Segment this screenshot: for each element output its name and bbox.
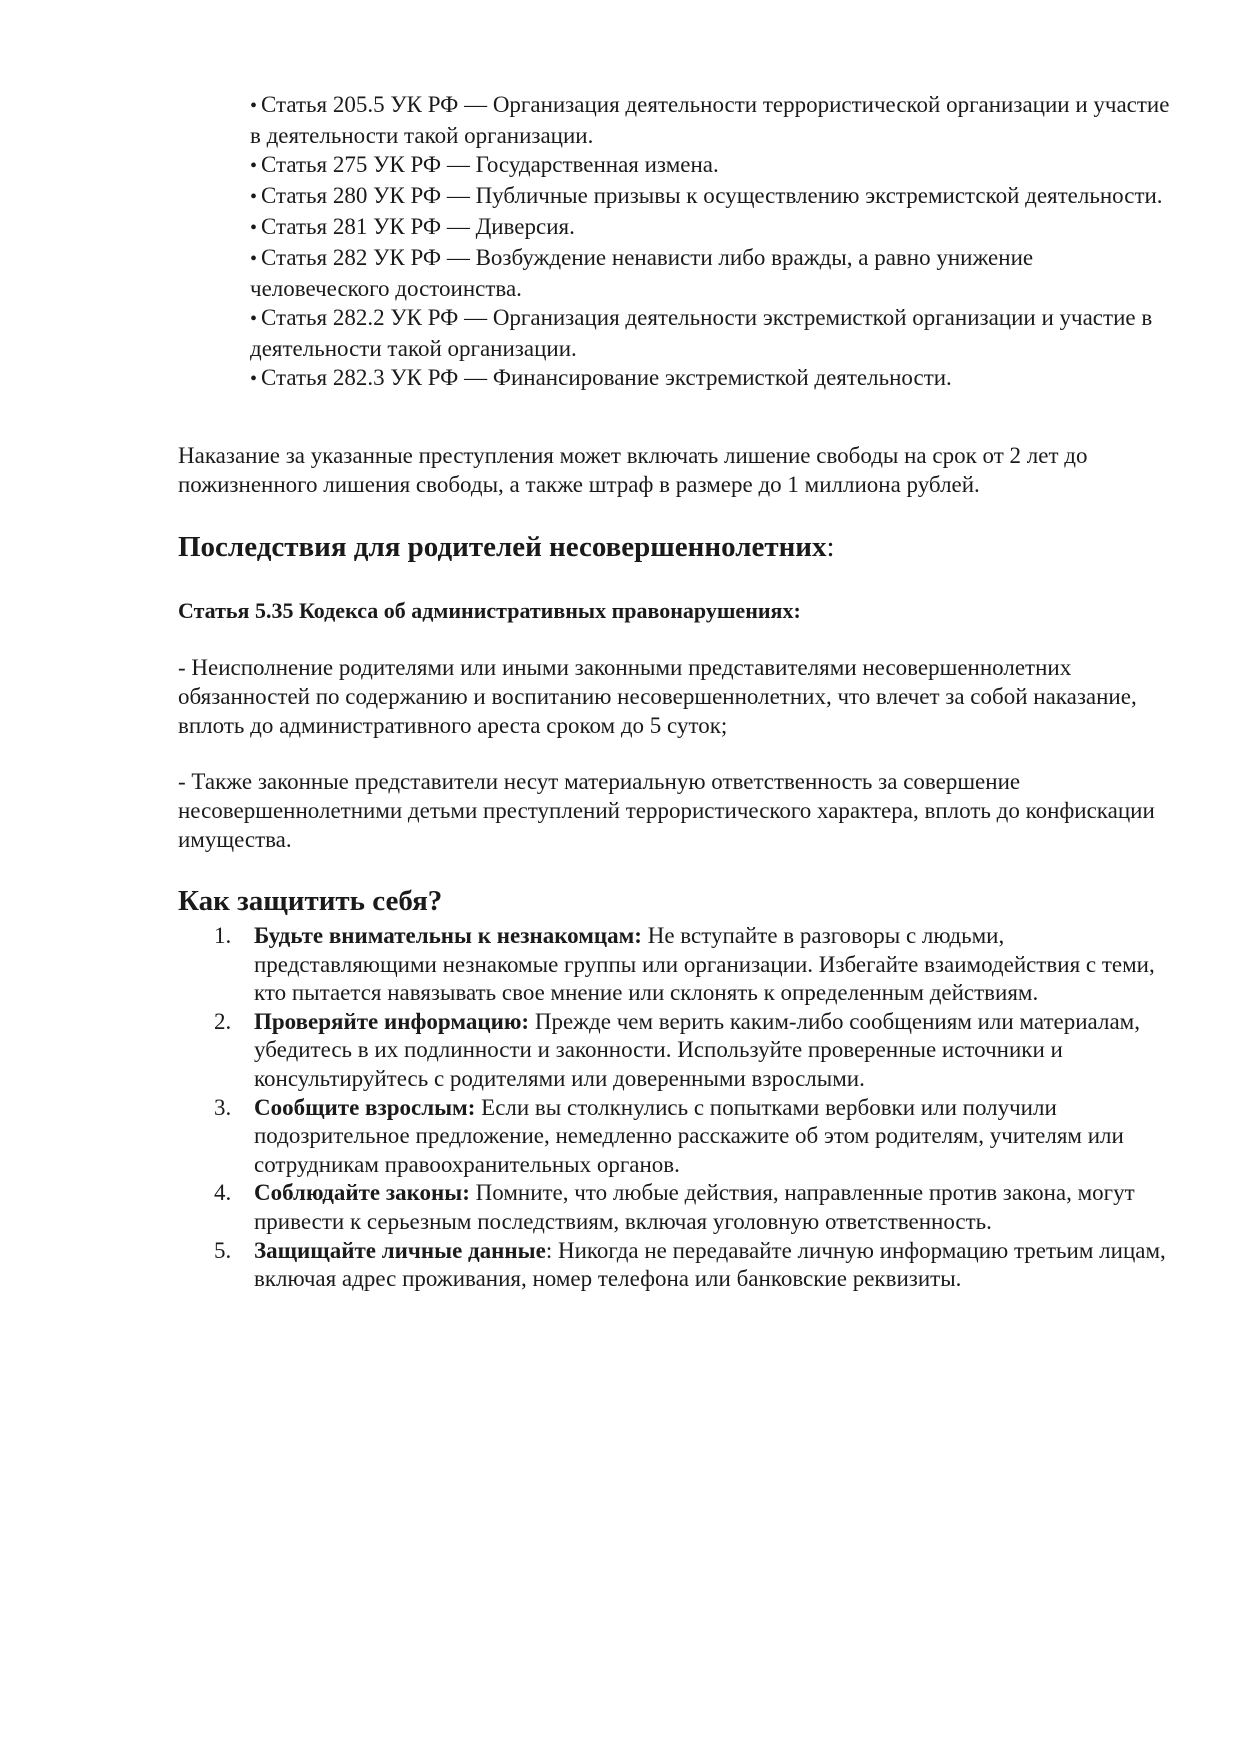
- article-text: Статья 275 УК РФ — Государственная измена.: [261, 152, 719, 177]
- bullet-icon: •: [250, 368, 258, 390]
- tip-title: Соблюдайте законы:: [254, 1180, 470, 1206]
- list-number: 2.: [214, 1008, 232, 1034]
- list-item: [250, 363, 1170, 394]
- tip-text: Если вы столкнулись с попытками вербовки или получили подозрительное предложение, немедленно расскажите об этом родителям, учителям или сотрудникам правоохранительных органов.: [254, 1094, 1124, 1177]
- protect-section-heading: Как защитить себя?: [178, 885, 443, 917]
- list-number: 4.: [214, 1180, 232, 1206]
- list-item: [178, 922, 1178, 1008]
- article-text: Статья 281 УК РФ — Диверсия.: [261, 214, 575, 239]
- tip-text: Не вступайте в разговоры с людьми, представляющими незнакомые группы или организации. Избегайте взаимодействия с теми, кто пытается навязывать свое мнение или склонять к определенным действиям.: [254, 923, 1155, 1006]
- bullet-icon: •: [250, 217, 258, 239]
- list-item: [250, 150, 1170, 181]
- bullet-icon: •: [250, 308, 258, 330]
- criminal-articles-list: [250, 90, 1170, 394]
- article-text: Статья 280 УК РФ — Публичные призывы к осуществлению экстремистской деятельности.: [261, 183, 1163, 208]
- parents-paragraph-1: - Неисполнение родителями или иными законными представителями несовершеннолетних обязанностей по содержанию и воспитанию несовершеннолетних, что влечет за собой наказание, вплоть до административного ареста сроком до 5 суток;: [178, 655, 1137, 738]
- parents-paragraph-2: - Также законные представители несут материальную ответственность за совершение несовершеннолетними детьми преступлений террористического характера, вплоть до конфискации имущества.: [178, 769, 1155, 852]
- parents-heading-text: Последствия для родителей несовершеннолетних: [178, 531, 827, 563]
- list-item: [178, 1094, 1178, 1180]
- tip-title: Проверяйте информацию:: [254, 1008, 530, 1034]
- article-text: Статья 282 УК РФ — Возбуждение ненависти либо вражды, а равно унижение человеческого достоинства.: [250, 245, 1034, 301]
- list-item: [250, 243, 1170, 303]
- list-item: [250, 181, 1170, 212]
- bullet-icon: •: [250, 95, 258, 117]
- heading-colon: :: [826, 531, 835, 563]
- list-item: [250, 212, 1170, 243]
- tip-title: Сообщите взрослым:: [254, 1094, 476, 1120]
- list-item: [178, 1179, 1178, 1236]
- article-535-heading: Статья 5.35 Кодекса об административных правонарушениях:: [178, 598, 801, 623]
- list-item: [250, 90, 1170, 150]
- tip-title: Будьте внимательны к незнакомцам:: [254, 923, 642, 948]
- tip-text: Прежде чем верить каким-либо сообщениям или материалам, убедитесь в их подлинности и законности. Используйте проверенные источники и консультируйтесь с родителями или доверенными взрослыми.: [254, 1008, 1140, 1091]
- protection-tips-list: [178, 922, 1178, 1294]
- article-text: Статья 282.3 УК РФ — Финансирование экстремисткой деятельности.: [261, 365, 952, 390]
- list-number: 1.: [214, 923, 232, 948]
- tip-title: Защищайте личные данные: [254, 1237, 546, 1263]
- bullet-icon: •: [250, 248, 258, 270]
- list-item: [178, 1237, 1178, 1294]
- article-text: Статья 282.2 УК РФ — Организация деятельности экстремисткой организации и участие в деятельности такой организации.: [250, 305, 1153, 361]
- bullet-icon: •: [250, 155, 258, 177]
- list-number: 3.: [214, 1094, 232, 1120]
- list-item: [250, 303, 1170, 363]
- punishment-paragraph: Наказание за указанные преступления может включать лишение свободы на срок от 2 лет до пожизненного лишения свободы, а также штраф в размере до 1 миллиона рублей.: [178, 443, 1088, 497]
- list-item: [178, 1008, 1178, 1094]
- article-text: Статья 205.5 УК РФ — Организация деятельности террористической организации и участие в деятельности такой организации.: [250, 92, 1170, 148]
- parents-section-heading: [178, 530, 835, 564]
- bullet-icon: •: [250, 186, 258, 208]
- tip-text: Помните, что любые действия, направленные против закона, могут привести к серьезным последствиям, включая уголовную ответственность.: [254, 1180, 1135, 1234]
- tip-text: : Никогда не передавайте личную информацию третьим лицам, включая адрес проживания, номер телефона или банковские реквизиты.: [254, 1237, 1166, 1292]
- list-number: 5.: [214, 1237, 232, 1263]
